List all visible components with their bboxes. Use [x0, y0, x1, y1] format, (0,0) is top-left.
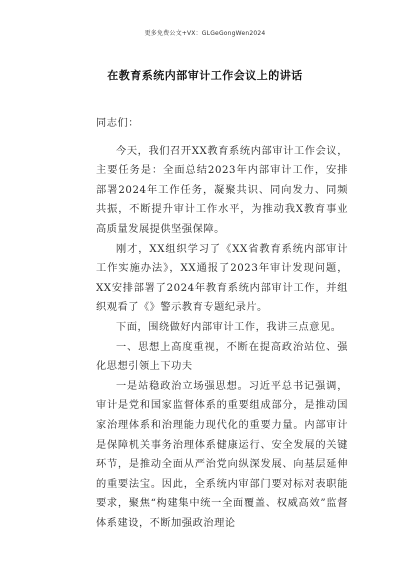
paragraph-opening: 今天，我们召开XX教育系统内部审计工作会议，主要任务是：全面总结2023年内部审计工作，安排部署2024年工作任务，凝聚共识、同向发力、同频共振，不断提升审计工作水平，为推动我X教育事业高质量发展提供坚强保障。: [96, 145, 348, 235]
paragraph-point-1: 一是站稳政治立场强思想。习近平总书记强调，审计是党和国家监督体系的重要组成部分，是推动国家治理体系和治理能力现代化的重要力量。内部审计是保障机关事务治理体系健康运行、安全发展的关键环节，是推动全面从严治党向纵深发展、向基层延伸的重要法宝。因此，全系统内审部门要对标对表职能要求，聚焦“构建集中统一全面覆盖、权威高效”监督体系建设，不断加强政治理论: [96, 380, 348, 529]
section-heading-1: 一、思想上高度重视，不断在提高政治站位、强化思想引领上下功夫: [96, 341, 348, 373]
paragraph-review: 刚才，XX组织学习了《XX省教育系统内部审计工作实施办法》，XX通报了2023年审计发现问题，XX安排部署了2024年教育系统内部审计工作，并组织观看了《》警示教育专题纪录片。: [96, 243, 348, 314]
salutation: 同志们：: [96, 118, 139, 129]
header-note: 更多免费公文+VX：GLGeGongWen2024: [144, 30, 266, 37]
document-body: [96, 114, 348, 533]
paragraph-transition: 下面，围绕做好内部审计工作，我讲三点意见。: [116, 321, 342, 333]
document-title: 在教育系统内部审计工作会议上的讲话: [107, 69, 303, 82]
